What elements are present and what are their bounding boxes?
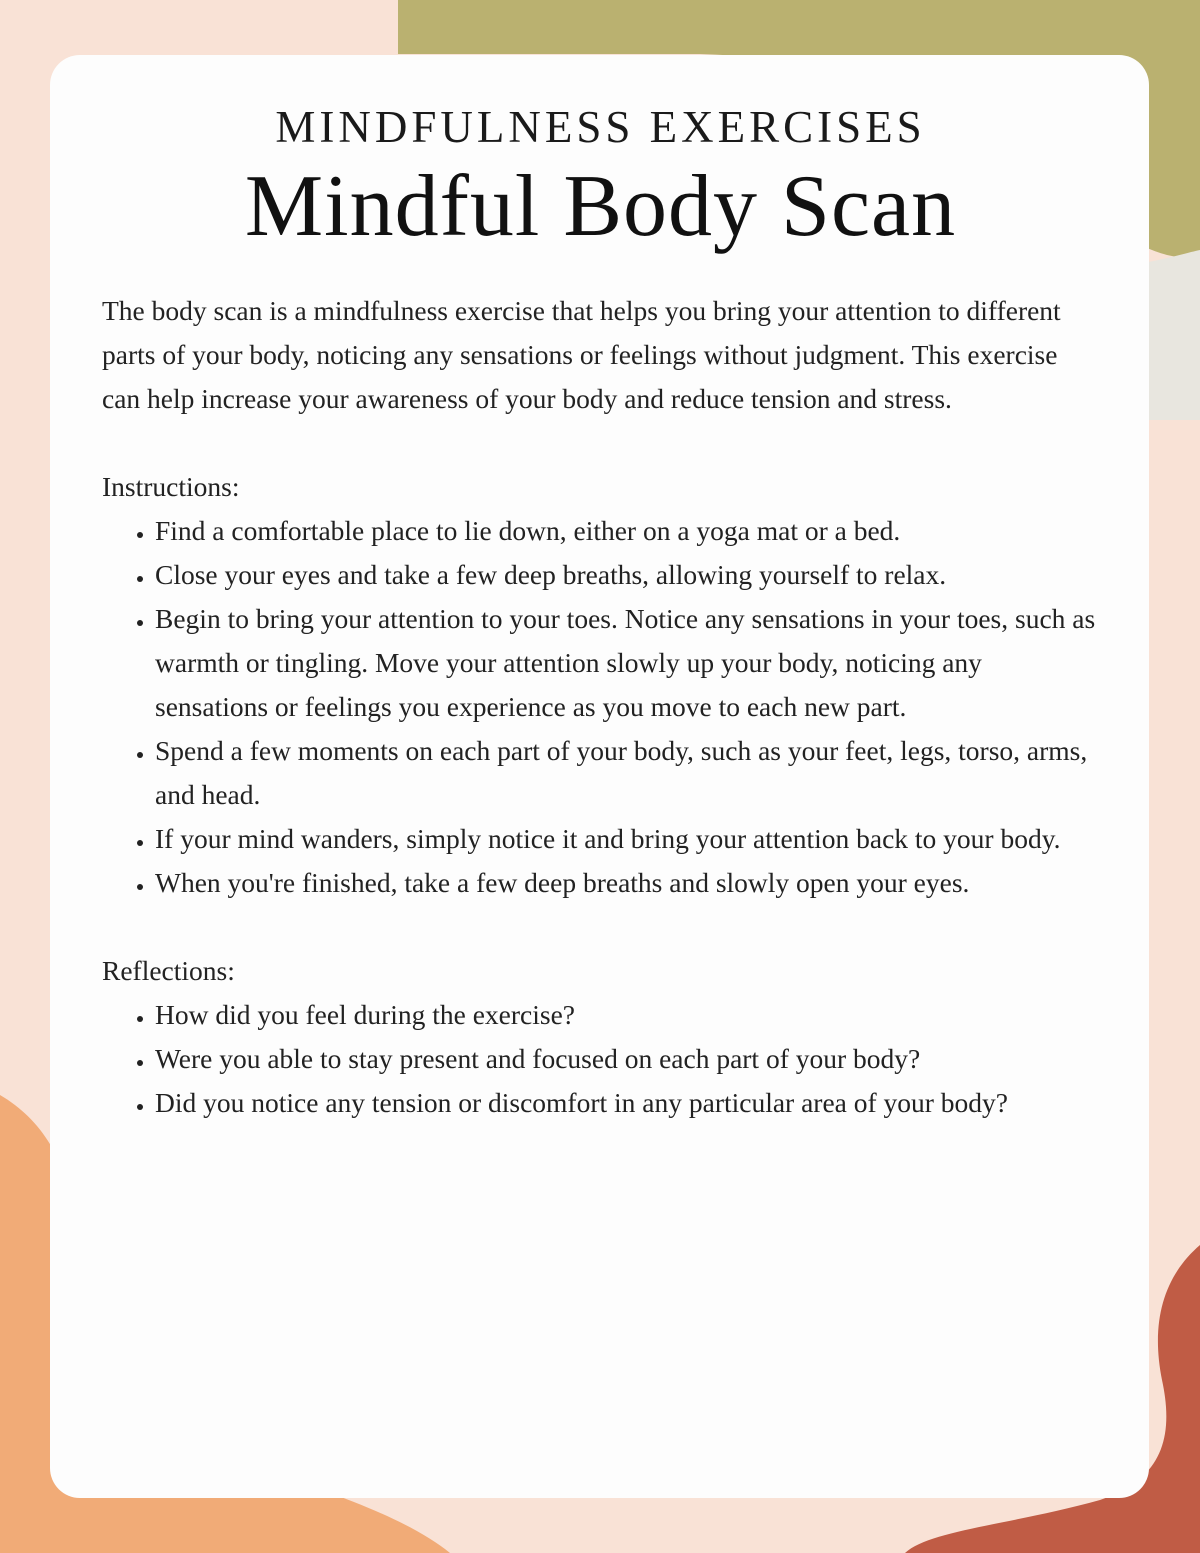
instruction-item: • Begin to bring your attention to your toes. Notice any sensations in your toes, such as warmth or tingling. Move your attention slowly up your body, noticing any sensations or feelings you experience as you move to each new part. [155, 597, 1099, 729]
reflections-label: Reflections: [102, 955, 235, 986]
instruction-item: • Spend a few moments on each part of your body, such as your feet, legs, torso, arms, and head. [155, 729, 1099, 817]
instructions-list [102, 509, 1099, 905]
eyebrow-heading: MINDFULNESS EXERCISES [275, 102, 926, 152]
intro-paragraph: The body scan is a mindfulness exercise that helps you bring your attention to different parts of your body, noticing any sensations or feelings without judgment. This exercise can help increase your awareness of your body and reduce tension and stress. [102, 295, 1061, 414]
reflections-list [102, 993, 1099, 1125]
reflection-item: • How did you feel during the exercise? [155, 993, 1099, 1037]
instruction-item: • Close your eyes and take a few deep breaths, allowing yourself to relax. [155, 553, 1099, 597]
instruction-item: • If your mind wanders, simply notice it and bring your attention back to your body. [155, 817, 1099, 861]
instruction-item: • When you're finished, take a few deep breaths and slowly open your eyes. [155, 861, 1099, 905]
reflection-item: • Were you able to stay present and focused on each part of your body? [155, 1037, 1099, 1081]
reflection-item: • Did you notice any tension or discomfort in any particular area of your body? [155, 1081, 1099, 1125]
page-title: Mindful Body Scan [244, 158, 957, 255]
instructions-label: Instructions: [102, 471, 240, 502]
content-card [50, 55, 1149, 1498]
instruction-item: • Find a comfortable place to lie down, either on a yoga mat or a bed. [155, 509, 1099, 553]
sage-blob-shape [1148, 250, 1200, 420]
